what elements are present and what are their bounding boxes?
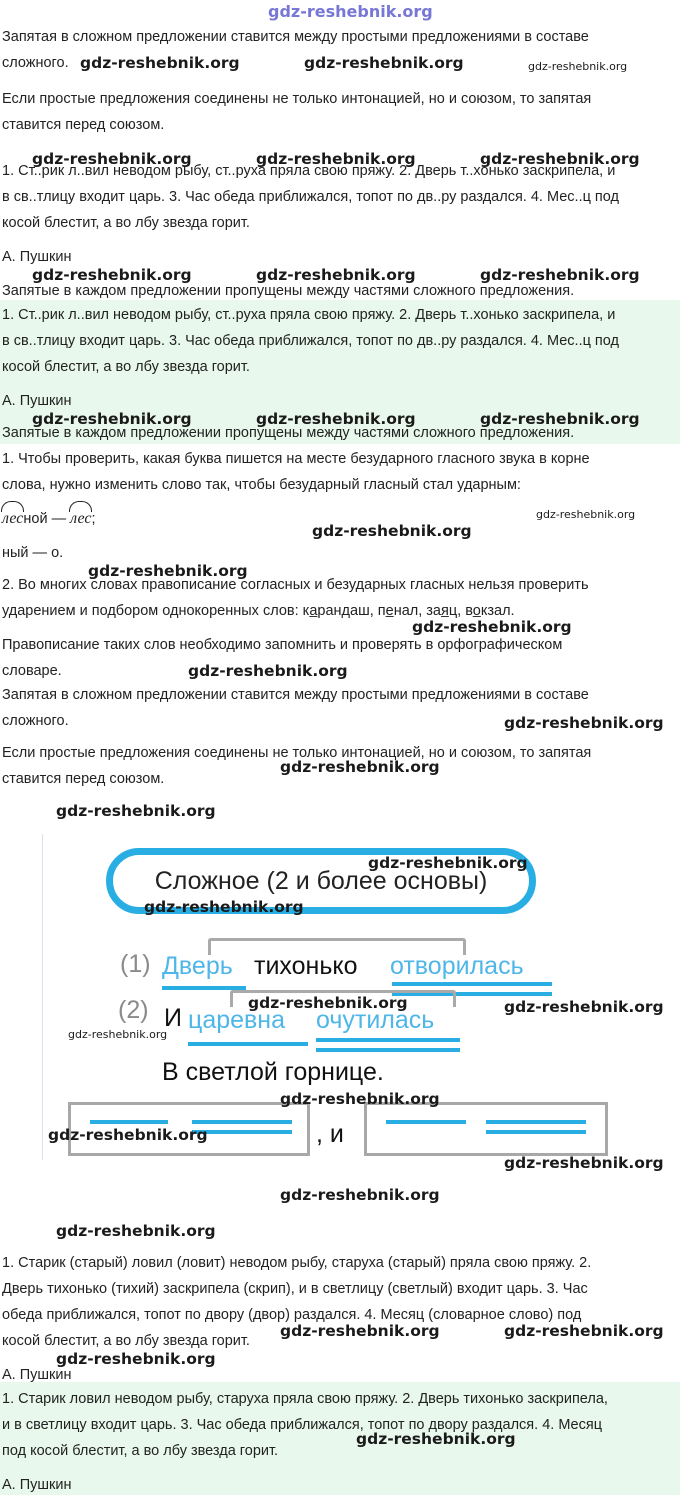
watermark: gdz-reshebnik.org xyxy=(248,994,408,1012)
scheme-title: Сложное (2 и более основы) xyxy=(106,848,536,914)
watermark: gdz-reshebnik.org xyxy=(368,854,528,872)
watermark: gdz-reshebnik.org xyxy=(256,150,416,168)
watermark: gdz-reshebnik.org xyxy=(504,1322,664,1340)
s1-predicate: отворилась xyxy=(390,952,524,980)
check2-text-a: ударением и подбором однокоренных слов: к xyxy=(2,603,310,619)
check2-text-c: нал, за xyxy=(393,603,441,619)
commas-note: Запятые в каждом предложении пропущены между частями сложного предложения. xyxy=(2,283,575,299)
task-line1-copy: 1. Ст..рик л..вил неводом рыбу, ст..руха пряла свою пряжу. 2. Дверь т..хонько заскрипела, и xyxy=(2,307,616,323)
num-1: (1) xyxy=(120,950,151,978)
rule-conj-line1: Если простые предложения соединены не только интонацией, но и союзом, то запятая xyxy=(2,91,592,107)
watermark: gdz-reshebnik.org xyxy=(480,266,640,284)
watermark: gdz-reshebnik.org xyxy=(536,508,636,521)
s2-conj: И xyxy=(164,1004,182,1032)
answer2-line1: 1. Старик ловил неводом рыбу, старуха пряла свою пряжу. 2. Дверь тихонько заскрипела, xyxy=(2,1391,608,1407)
check2-letter-ya: я xyxy=(441,603,449,619)
rule-conj2-line1: Если простые предложения соединены не только интонацией, но и союзом, то запятая xyxy=(2,745,592,761)
rule-comma-line2: сложного. xyxy=(2,55,69,71)
task-line2: в св..тлицу входит царь. 3. Час обеда приближался, топот по дв..ру раздался. 4. Мес..ц под xyxy=(2,189,619,205)
rule-comma-line1: Запятая в сложном предложении ставится между простыми предложениями в составе xyxy=(2,29,589,45)
watermark: gdz-reshebnik.org xyxy=(56,1350,216,1368)
watermark: gdz-reshebnik.org xyxy=(280,758,440,776)
memo-line1: Правописание таких слов необходимо запомнить и проверять в орфографическом xyxy=(2,637,563,653)
watermark: gdz-reshebnik.org xyxy=(280,1090,440,1108)
check2-letter-o: о xyxy=(472,603,481,619)
watermark: gdz-reshebnik.org xyxy=(32,150,192,168)
answer1-line3: обеда приближался, топот по двору (двор) раздался. 4. Месяц (словарное слово) под xyxy=(2,1307,582,1323)
watermark: gdz-reshebnik.org xyxy=(80,54,240,72)
rule-comma2-line2: сложного. xyxy=(2,713,69,729)
watermark: gdz-reshebnik.org xyxy=(504,998,664,1016)
s2-subject: царевна xyxy=(188,1006,286,1034)
commas-note-copy: Запятые в каждом предложении пропущены между частями сложного предложения. xyxy=(2,425,575,441)
watermark: gdz-reshebnik.org xyxy=(48,1126,208,1144)
memo-line2: словаре. xyxy=(2,663,62,679)
pattern2-subject-line xyxy=(386,1120,466,1124)
s1-predicate-line-1 xyxy=(392,982,552,986)
watermark: gdz-reshebnik.org xyxy=(356,1430,516,1448)
root-arc-1: лес xyxy=(2,506,23,532)
answer1-line1: 1. Старик (старый) ловил (ловит) неводом рыбу, старуха (старый) пряла свою пряжу. 2. xyxy=(2,1255,592,1271)
answer2-line3: под косой блестит, а во лбу звезда горит. xyxy=(2,1443,279,1459)
check2-letter-a: а xyxy=(309,603,318,619)
s2-predicate-line-2 xyxy=(316,1048,460,1052)
s2-rest: В светлой горнице. xyxy=(162,1058,384,1086)
ending-2: ; xyxy=(91,511,96,527)
check2-text-b: рандаш, п xyxy=(317,603,386,619)
check1-line1: 1. Чтобы проверить, какая буква пишется на месте безударного гласного звука в корне xyxy=(2,451,590,467)
example-dash: — xyxy=(51,511,67,527)
task-line3-copy: косой блестит, а во лбу звезда горит. xyxy=(2,359,250,375)
check2-line1: 2. Во многих словах правописание согласных и безударных гласных нельзя проверить xyxy=(2,577,589,593)
author-copy: А. Пушкин xyxy=(2,393,72,409)
watermark: gdz-reshebnik.org xyxy=(504,1154,664,1172)
s1-adverb: тихонько xyxy=(254,952,358,980)
pattern2-predicate-line-1 xyxy=(486,1120,586,1124)
s2-subject-line xyxy=(188,1042,308,1046)
check1-line2: слова, нужно изменить слово так, чтобы безударный гласный стал ударным: xyxy=(2,477,521,493)
scheme-border xyxy=(42,834,43,1160)
s2-predicate: очутилась xyxy=(316,1006,435,1034)
watermark: gdz-reshebnik.org xyxy=(528,60,628,73)
author: А. Пушкин xyxy=(2,249,72,265)
watermark: gdz-reshebnik.org xyxy=(68,1028,168,1041)
watermark: gdz-reshebnik.org xyxy=(144,898,304,916)
s2-predicate-line-1 xyxy=(316,1038,460,1042)
watermark: gdz-reshebnik.org xyxy=(280,1322,440,1340)
check2-text-e: кзал. xyxy=(480,603,515,619)
answer2-line2: и в светлицу входит царь. 3. Час обеда приближался, топот по двору раздался. 4. Месяц xyxy=(2,1417,603,1433)
watermark: gdz-reshebnik.org xyxy=(412,618,572,636)
ending-1: ной xyxy=(23,511,48,527)
rule-conj2-line2: ставится перед союзом. xyxy=(2,771,165,787)
answer1-line2: Дверь тихонько (тихий) заскрипела (скрип), и в светлицу (светлый) входит царь. 3. Час xyxy=(2,1281,588,1297)
watermark: gdz-reshebnik.org xyxy=(480,150,640,168)
author-3: А. Пушкин xyxy=(2,1477,72,1493)
watermark: gdz-reshebnik.org xyxy=(56,802,216,820)
root-arc-2: лес xyxy=(70,506,91,532)
s1-subject: Дверь xyxy=(162,952,233,980)
check2-letter-e: е xyxy=(385,603,394,619)
watermark: gdz-reshebnik.org xyxy=(88,562,248,580)
num-2: (2) xyxy=(118,996,149,1024)
watermark: gdz-reshebnik.org xyxy=(480,410,640,428)
watermark: gdz-reshebnik.org xyxy=(312,522,472,540)
pattern-separator: , и xyxy=(316,1120,344,1148)
rule-comma2-line1: Запятая в сложном предложении ставится между простыми предложениями в составе xyxy=(2,687,589,703)
pattern2-predicate-line-2 xyxy=(486,1130,586,1134)
answer1-line4: косой блестит, а во лбу звезда горит. xyxy=(2,1333,250,1349)
watermark: gdz-reshebnik.org xyxy=(256,266,416,284)
pattern1-subject-line xyxy=(90,1120,168,1124)
watermark: gdz-reshebnik.org xyxy=(304,54,464,72)
watermark: gdz-reshebnik.org xyxy=(32,410,192,428)
task-line1: 1. Ст..рик л..вил неводом рыбу, ст..руха пряла свою пряжу. 2. Дверь т..хонько заскрипела, и xyxy=(2,163,616,179)
task-line2-copy: в св..тлицу входит царь. 3. Час обеда приближался, топот по дв..ру раздался. 4. Мес..ц под xyxy=(2,333,619,349)
watermark: gdz-reshebnik.org xyxy=(504,714,664,732)
task-line3: косой блестит, а во лбу звезда горит. xyxy=(2,215,250,231)
watermark: gdz-reshebnik.org xyxy=(256,410,416,428)
watermark: gdz-reshebnik.org xyxy=(280,1186,440,1204)
watermark: gdz-reshebnik.org xyxy=(32,266,192,284)
watermark: gdz-reshebnik.org xyxy=(56,1222,216,1240)
rule-conj-line2: ставится перед союзом. xyxy=(2,117,165,133)
pattern1-predicate-line-1 xyxy=(192,1120,292,1124)
author-2: А. Пушкин xyxy=(2,1367,72,1383)
pattern-box-2 xyxy=(364,1102,608,1156)
watermark-top[interactable]: gdz-reshebnik.org xyxy=(268,2,433,21)
watermark: gdz-reshebnik.org xyxy=(188,662,348,680)
check2-text-d: ц, в xyxy=(448,603,473,619)
ending-line: ный — о. xyxy=(2,545,64,561)
check2-line2 xyxy=(2,598,678,624)
